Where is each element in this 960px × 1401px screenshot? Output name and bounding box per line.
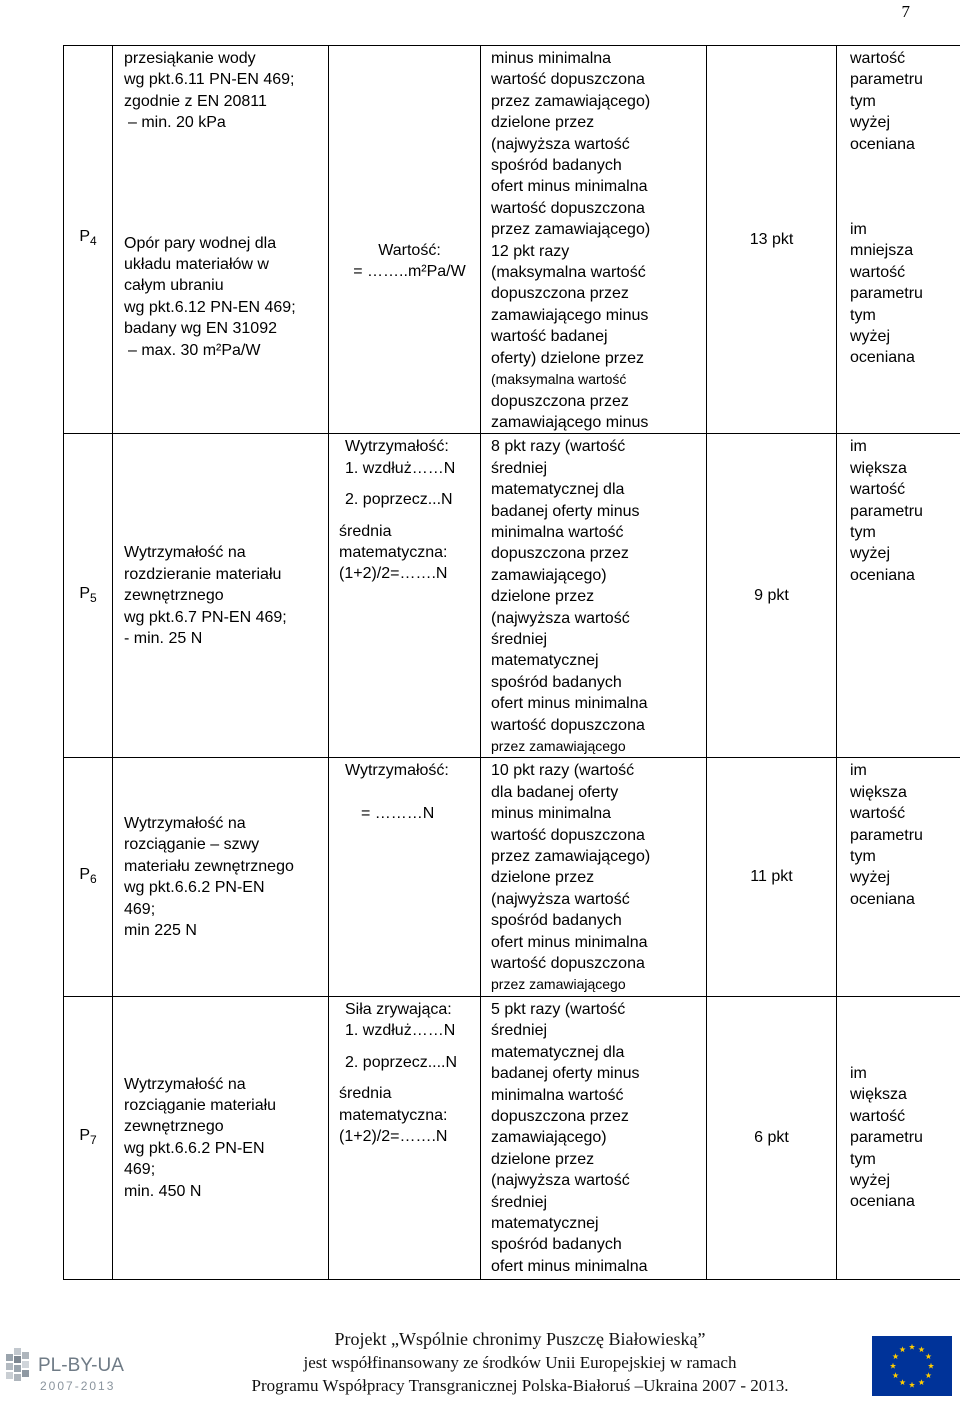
criterion-description: Wytrzymałość na rozciąganie materiału zewnętrznego wg pkt.6.6.2 PN-EN 469; min. 450 N bbox=[113, 996, 329, 1279]
page-number: 7 bbox=[902, 2, 911, 22]
criterion-code: $P_7$ bbox=[64, 996, 113, 1279]
scoring-formula: 5 pkt razy (wartość średniej matematycznej dla badanej oferty minus minimalna wartość dopuszczona przez zamawiającego) dzielone przez (najwyższa wartość średniej matematycznej spośród badanych ofert minus minimalna bbox=[481, 996, 707, 1279]
pl-by-ua-logo bbox=[4, 1340, 154, 1396]
criterion-row-p5 bbox=[64, 434, 960, 758]
scoring-formula: 10 pkt razy (wartość dla badanej oferty minus minimalna wartość dopuszczona przez zamawiającego) dzielone przez (najwyższa wartość spośród badanych ofert minus minimalna wartość dopuszczona przez zamawiającego bbox=[481, 758, 707, 996]
page-footer bbox=[0, 1320, 960, 1397]
svg-text:PL-BY-UA: PL-BY-UA bbox=[38, 1355, 124, 1376]
svg-text:2007-2013: 2007-2013 bbox=[40, 1379, 115, 1393]
criterion-row-p4 bbox=[64, 46, 960, 434]
pl-by-ua-logo-graphic bbox=[4, 1340, 154, 1396]
value-entry-field[interactable]: Wytrzymałość: = ………N bbox=[329, 758, 481, 996]
scoring-formula: minus minimalna wartość dopuszczona przez zamawiającego) dzielone przez (najwyższa wartość spośród badanych ofert minus minimalna wartość dopuszczona przez zamawiającego) 12 pkt razy (maksymalna wartość dopuszczona przez zamawiającego minus wartość badanej oferty) dzielone przez (maksymalna wartość dopuszczona przez zamawiającego minus bbox=[481, 46, 707, 434]
value-entry-field[interactable]: Wartość: = ……..m²Pa/W bbox=[329, 46, 481, 434]
criterion-description: przesiąkanie wody wg pkt.6.11 PN-EN 469; zgodnie z EN 20811 – min. 20 kPa Opór pary wodnej dla układu materiałów w całym ubraniu wg pkt.6.12 PN-EN 469; badany wg EN 31092 – max. 30 m²Pa/W bbox=[113, 46, 329, 434]
criterion-description: Wytrzymałość na rozdzieranie materiału zewnętrznego wg pkt.6.7 PN-EN 469; - min. 25 N bbox=[113, 434, 329, 758]
scoring-rule: wartość parametru tym wyżej oceniana im mniejsza wartość parametru tym wyżej oceniana bbox=[837, 46, 960, 434]
criterion-row-p6 bbox=[64, 758, 960, 996]
scoring-rule: im większa wartość parametru tym wyżej oceniana bbox=[837, 758, 960, 996]
scoring-rule: im większa wartość parametru tym wyżej oceniana bbox=[837, 434, 960, 758]
eu-flag-icon bbox=[872, 1336, 952, 1396]
criterion-code: $P_4$ bbox=[64, 46, 113, 434]
max-points: 9 pkt bbox=[707, 434, 837, 758]
criterion-code: $P_5$ bbox=[64, 434, 113, 758]
max-points: 11 pkt bbox=[707, 758, 837, 996]
max-points: 6 pkt bbox=[707, 996, 837, 1279]
criterion-row-p7 bbox=[64, 996, 960, 1279]
criterion-code: $P_6$ bbox=[64, 758, 113, 996]
evaluation-criteria-table bbox=[63, 45, 960, 1280]
footer-project-text: Projekt „Wspólnie chronimy Puszczę Białowieską” jest współfinansowany ze środków Unii Europejskiej w ramach Programu Współpracy Transgranicznej Polska-Białoruś –Ukraina 2007 - 2013. bbox=[160, 1328, 880, 1397]
max-points: 13 pkt bbox=[707, 46, 837, 434]
scoring-rule: im większa wartość parametru tym wyżej oceniana bbox=[837, 996, 960, 1279]
value-entry-field[interactable]: Wytrzymałość: 1. wzdłuż……N 2. poprzecz...N średnia matematyczna: (1+2)/2=…….N bbox=[329, 434, 481, 758]
scoring-formula: 8 pkt razy (wartość średniej matematycznej dla badanej oferty minus minimalna wartość dopuszczona przez zamawiającego) dzielone przez (najwyższa wartość średniej matematycznej spośród badanych ofert minus minimalna wartość dopuszczona przez zamawiającego bbox=[481, 434, 707, 758]
criterion-description: Wytrzymałość na rozciąganie – szwy materiału zewnętrznego wg pkt.6.6.2 PN-EN 469; min 225 N bbox=[113, 758, 329, 996]
value-entry-field[interactable]: Siła zrywająca: 1. wzdłuż……N 2. poprzecz....N średnia matematyczna: (1+2)/2=…….N bbox=[329, 996, 481, 1279]
